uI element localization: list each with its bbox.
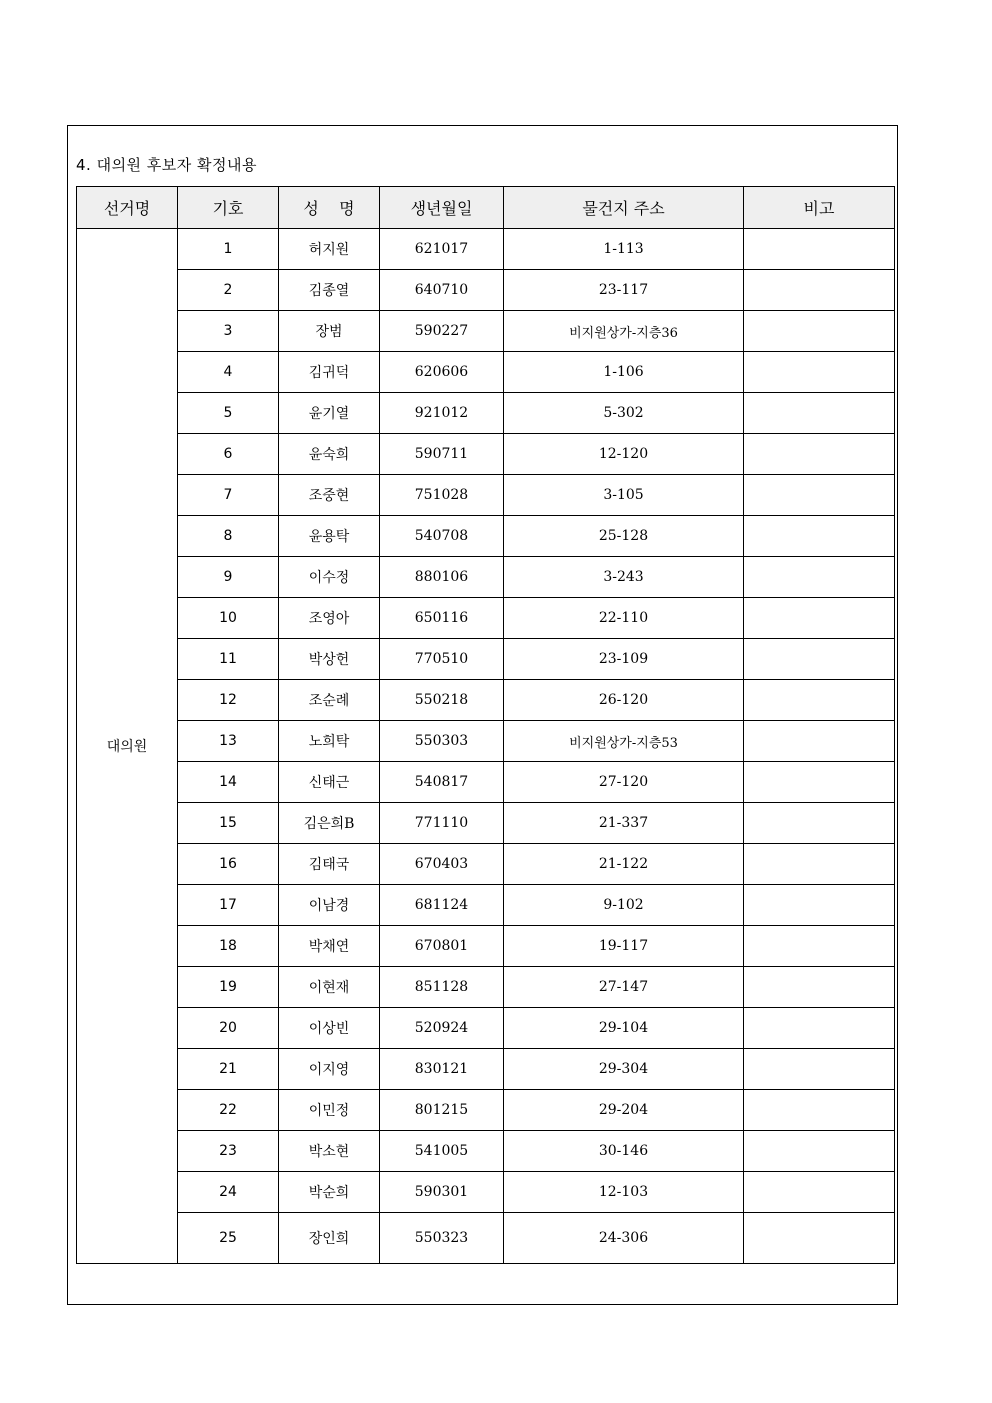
birthdate-cell: 851128 [380, 967, 504, 1008]
birthdate-cell: 621017 [380, 229, 504, 270]
candidate-number-cell: 19 [178, 967, 279, 1008]
note-cell [744, 352, 895, 393]
candidate-name-cell: 이현재 [279, 967, 380, 1008]
birthdate-cell: 620606 [380, 352, 504, 393]
note-cell [744, 1213, 895, 1264]
candidate-name-cell: 이민정 [279, 1090, 380, 1131]
address-cell: 29-304 [504, 1049, 744, 1090]
table-row [77, 1008, 895, 1049]
candidate-name-cell: 노희탁 [279, 721, 380, 762]
candidate-name-cell: 윤기열 [279, 393, 380, 434]
note-cell [744, 1131, 895, 1172]
table-row [77, 311, 895, 352]
table-row [77, 434, 895, 475]
note-cell [744, 311, 895, 352]
candidate-number-cell: 25 [178, 1213, 279, 1264]
candidate-number-cell: 22 [178, 1090, 279, 1131]
candidate-name-cell: 김태국 [279, 844, 380, 885]
address-cell: 21-122 [504, 844, 744, 885]
candidate-number-cell: 11 [178, 639, 279, 680]
table-row [77, 598, 895, 639]
candidate-name-cell: 박채연 [279, 926, 380, 967]
birthdate-cell: 801215 [380, 1090, 504, 1131]
candidate-name-cell: 조순례 [279, 680, 380, 721]
note-cell [744, 1090, 895, 1131]
birthdate-cell: 771110 [380, 803, 504, 844]
candidate-name-cell: 윤숙희 [279, 434, 380, 475]
address-cell: 25-128 [504, 516, 744, 557]
candidate-number-cell: 6 [178, 434, 279, 475]
address-cell: 29-204 [504, 1090, 744, 1131]
note-cell [744, 762, 895, 803]
note-cell [744, 680, 895, 721]
candidate-name-cell: 박순희 [279, 1172, 380, 1213]
birthdate-cell: 921012 [380, 393, 504, 434]
birthdate-cell: 550323 [380, 1213, 504, 1264]
note-cell [744, 1172, 895, 1213]
table-row [77, 926, 895, 967]
header-address: 물건지 주소 [504, 187, 744, 229]
election-name-cell: 대의원 [77, 229, 178, 1264]
birthdate-cell: 540708 [380, 516, 504, 557]
candidate-name-cell: 허지원 [279, 229, 380, 270]
address-cell: 12-103 [504, 1172, 744, 1213]
address-cell: 5-302 [504, 393, 744, 434]
address-cell: 1-106 [504, 352, 744, 393]
birthdate-cell: 670801 [380, 926, 504, 967]
address-cell: 21-337 [504, 803, 744, 844]
address-cell: 19-117 [504, 926, 744, 967]
table-row [77, 393, 895, 434]
candidate-number-cell: 9 [178, 557, 279, 598]
header-note: 비고 [744, 187, 895, 229]
candidate-number-cell: 21 [178, 1049, 279, 1090]
note-cell [744, 270, 895, 311]
table-row [77, 1049, 895, 1090]
table-row [77, 557, 895, 598]
address-cell: 9-102 [504, 885, 744, 926]
header-name: 성 명 [279, 187, 380, 229]
birthdate-cell: 541005 [380, 1131, 504, 1172]
table-row [77, 1090, 895, 1131]
note-cell [744, 598, 895, 639]
address-cell: 비지원상가-지층53 [504, 721, 744, 762]
header-number: 기호 [178, 187, 279, 229]
candidate-number-cell: 1 [178, 229, 279, 270]
candidate-number-cell: 7 [178, 475, 279, 516]
birthdate-cell: 540817 [380, 762, 504, 803]
table-row [77, 762, 895, 803]
address-cell: 27-147 [504, 967, 744, 1008]
candidate-number-cell: 5 [178, 393, 279, 434]
birthdate-cell: 520924 [380, 1008, 504, 1049]
header-election: 선거명 [77, 187, 178, 229]
candidate-number-cell: 13 [178, 721, 279, 762]
candidate-name-cell: 장인희 [279, 1213, 380, 1264]
birthdate-cell: 550218 [380, 680, 504, 721]
table-row [77, 803, 895, 844]
table-row [77, 1213, 895, 1264]
table-row [77, 967, 895, 1008]
candidate-name-cell: 김귀덕 [279, 352, 380, 393]
birthdate-cell: 590711 [380, 434, 504, 475]
address-cell: 3-243 [504, 557, 744, 598]
note-cell [744, 885, 895, 926]
address-cell: 22-110 [504, 598, 744, 639]
address-cell: 30-146 [504, 1131, 744, 1172]
note-cell [744, 393, 895, 434]
candidate-name-cell: 장범 [279, 311, 380, 352]
table-header-row [77, 187, 895, 229]
address-cell: 23-117 [504, 270, 744, 311]
note-cell [744, 516, 895, 557]
candidate-number-cell: 16 [178, 844, 279, 885]
note-cell [744, 967, 895, 1008]
note-cell [744, 557, 895, 598]
candidate-name-cell: 조중현 [279, 475, 380, 516]
candidate-table [76, 186, 895, 1264]
candidate-number-cell: 8 [178, 516, 279, 557]
table-row [77, 1131, 895, 1172]
birthdate-cell: 880106 [380, 557, 504, 598]
header-birthdate: 생년월일 [380, 187, 504, 229]
note-cell [744, 229, 895, 270]
note-cell [744, 926, 895, 967]
address-cell: 26-120 [504, 680, 744, 721]
birthdate-cell: 590301 [380, 1172, 504, 1213]
address-cell: 3-105 [504, 475, 744, 516]
note-cell [744, 475, 895, 516]
candidate-name-cell: 이상빈 [279, 1008, 380, 1049]
candidate-name-cell: 윤용탁 [279, 516, 380, 557]
birthdate-cell: 650116 [380, 598, 504, 639]
birthdate-cell: 590227 [380, 311, 504, 352]
candidate-number-cell: 20 [178, 1008, 279, 1049]
table-row [77, 475, 895, 516]
table-row [77, 885, 895, 926]
table-row [77, 1172, 895, 1213]
candidate-number-cell: 18 [178, 926, 279, 967]
candidate-number-cell: 15 [178, 803, 279, 844]
birthdate-cell: 550303 [380, 721, 504, 762]
address-cell: 27-120 [504, 762, 744, 803]
table-row [77, 516, 895, 557]
candidate-name-cell: 신태근 [279, 762, 380, 803]
note-cell [744, 1049, 895, 1090]
table-row [77, 844, 895, 885]
candidate-name-cell: 박상헌 [279, 639, 380, 680]
table-body [77, 229, 895, 1264]
birthdate-cell: 751028 [380, 475, 504, 516]
candidate-number-cell: 12 [178, 680, 279, 721]
note-cell [744, 721, 895, 762]
note-cell [744, 639, 895, 680]
table-row [77, 639, 895, 680]
candidate-number-cell: 3 [178, 311, 279, 352]
address-cell: 1-113 [504, 229, 744, 270]
candidate-number-cell: 14 [178, 762, 279, 803]
birthdate-cell: 681124 [380, 885, 504, 926]
candidate-number-cell: 4 [178, 352, 279, 393]
candidate-name-cell: 김종열 [279, 270, 380, 311]
candidate-name-cell: 조영아 [279, 598, 380, 639]
note-cell [744, 434, 895, 475]
section-title: 4. 대의원 후보자 확정내용 [76, 156, 258, 174]
address-cell: 29-104 [504, 1008, 744, 1049]
candidate-name-cell: 김은희B [279, 803, 380, 844]
birthdate-cell: 670403 [380, 844, 504, 885]
table-row [77, 721, 895, 762]
address-cell: 비지원상가-지층36 [504, 311, 744, 352]
candidate-name-cell: 박소현 [279, 1131, 380, 1172]
note-cell [744, 1008, 895, 1049]
birthdate-cell: 640710 [380, 270, 504, 311]
address-cell: 23-109 [504, 639, 744, 680]
table-row [77, 229, 895, 270]
candidate-number-cell: 10 [178, 598, 279, 639]
candidate-number-cell: 17 [178, 885, 279, 926]
birthdate-cell: 770510 [380, 639, 504, 680]
table-row [77, 352, 895, 393]
address-cell: 12-120 [504, 434, 744, 475]
table-row [77, 680, 895, 721]
candidate-name-cell: 이남경 [279, 885, 380, 926]
address-cell: 24-306 [504, 1213, 744, 1264]
note-cell [744, 844, 895, 885]
candidate-name-cell: 이지영 [279, 1049, 380, 1090]
candidate-number-cell: 23 [178, 1131, 279, 1172]
note-cell [744, 803, 895, 844]
candidate-number-cell: 2 [178, 270, 279, 311]
candidate-number-cell: 24 [178, 1172, 279, 1213]
table-row [77, 270, 895, 311]
candidate-name-cell: 이수정 [279, 557, 380, 598]
birthdate-cell: 830121 [380, 1049, 504, 1090]
